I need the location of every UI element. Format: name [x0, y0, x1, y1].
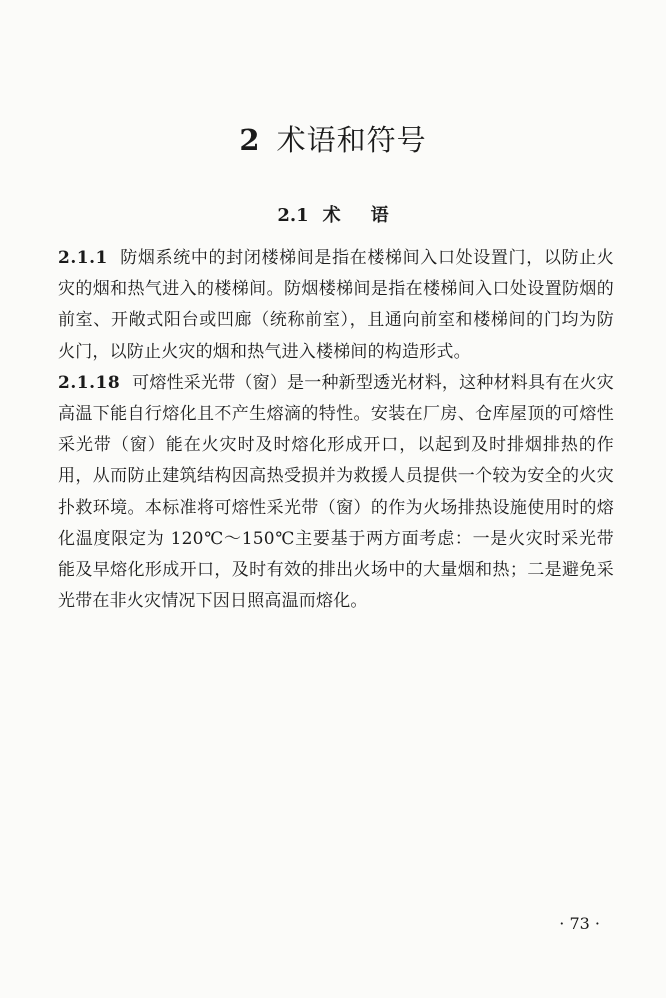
section-title: [0, 201, 666, 227]
section-title-part2: 语: [370, 205, 389, 226]
section-title-part1: 术: [322, 205, 341, 226]
chapter-title: [0, 118, 666, 159]
body-content: [58, 243, 614, 617]
clause-2-1-18: [58, 368, 614, 618]
section-number: 2.1: [277, 205, 309, 226]
chapter-title-text: 术语和符号: [276, 123, 427, 157]
clause-text: 可熔性采光带（窗）是一种新型透光材料，这种材料具有在火灾高温下能自行熔化且不产生熔滴的特性。安装在厂房、仓库屋顶的可熔性采光带（窗）能在火灾时及时熔化形成开口，以起到及时排烟排热的作用，从而防止建筑结构因高热受损并为救援人员提供一个较为安全的火灾扑救环境。本标准将可熔性采光带（窗）的作为火场排热设施使用时的熔化温度限定为 120℃～150℃主要基于两方面考虑：一是火灾时采光带能及早熔化形成开口，及时有效的排出火场中的大量烟和热；二是避免采光带在非火灾情况下因日照高温而熔化。: [58, 372, 614, 612]
clause-number: 2.1.1: [58, 248, 108, 268]
clause-2-1-1: [58, 243, 614, 368]
clause-text: 防烟系统中的封闭楼梯间是指在楼梯间入口处设置门，以防止火灾的烟和热气进入的楼梯间。防烟楼梯间是指在楼梯间入口处设置防烟的前室、开敞式阳台或凹廊（统称前室），且通向前室和楼梯间的门均为防火门，以防止火灾的烟和热气进入楼梯间的构造形式。: [58, 248, 614, 362]
chapter-number: 2: [239, 123, 261, 157]
clause-number: 2.1.18: [58, 372, 121, 393]
page-number: · 73 ·: [559, 914, 600, 933]
